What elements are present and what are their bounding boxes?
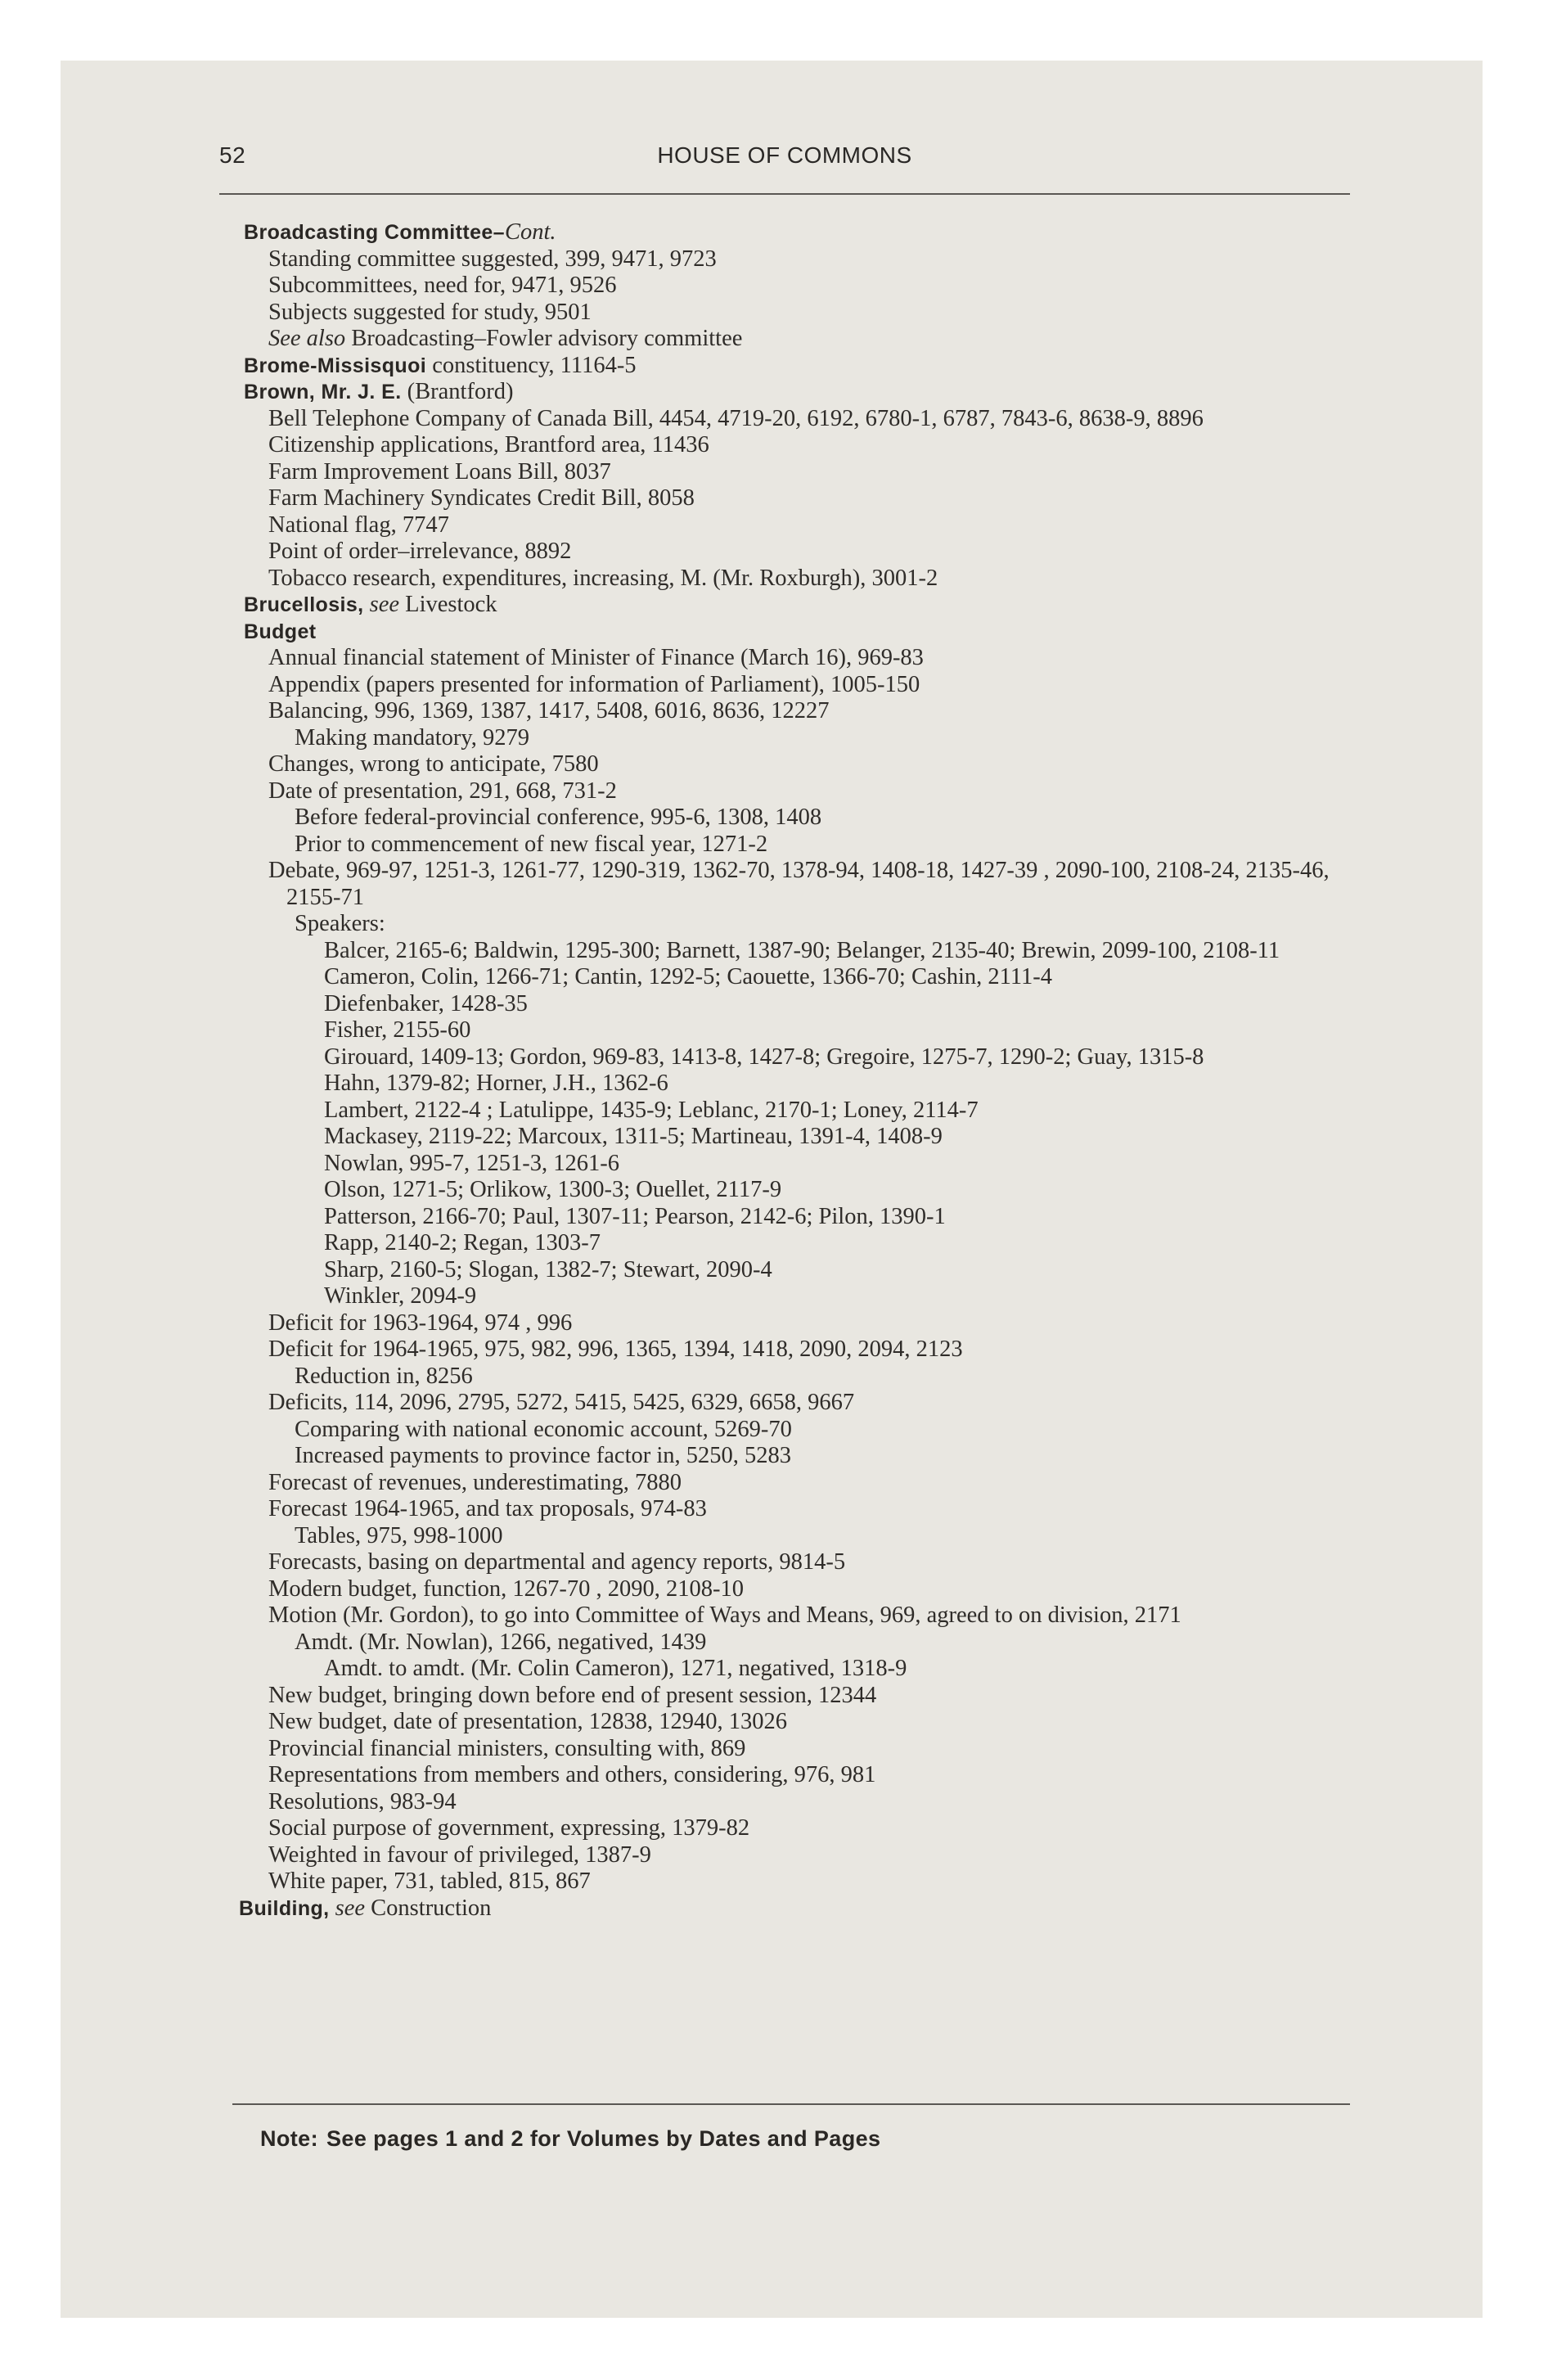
index-subentry: Tables, 975, 998-1000: [295, 1522, 503, 1548]
speaker-entry: Olson, 1271-5; Orlikow, 1300-3; Ouellet, 2117-9: [324, 1177, 782, 1202]
index-subentry: Farm Machinery Syndicates Credit Bill, 8058: [268, 485, 695, 511]
index-subentry: Citizenship applications, Brantford area, 11436: [268, 432, 709, 458]
see-label: see: [335, 1895, 366, 1921]
index-subentry: Deficits, 114, 2096, 2795, 5272, 5415, 5425, 6329, 6658, 9667: [268, 1390, 855, 1415]
index-subentry: Making mandatory, 9279: [295, 724, 530, 751]
speaker-entry: Nowlan, 995-7, 1251-3, 1261-6: [324, 1150, 619, 1176]
speaker-entry: Patterson, 2166-70; Paul, 1307-11; Pearson, 2142-6; Pilon, 1390-1: [324, 1203, 946, 1229]
speaker-entry: Amdt. to amdt. (Mr. Colin Cameron), 1271, negatived, 1318-9: [324, 1656, 907, 1681]
heading-text: Brown, Mr. J. E.: [244, 381, 402, 403]
index-subentry: Forecast of revenues, underestimating, 7880: [268, 1469, 682, 1495]
index-subentry: Subjects suggested for study, 9501: [268, 299, 592, 325]
heading-detail: (Brantford): [401, 379, 514, 404]
heading-text: Brome-Missisquoi: [244, 354, 427, 377]
index-heading-building: [239, 1895, 1373, 1922]
speaker-entry: Fisher, 2155-60: [324, 1017, 471, 1043]
heading-text: Brucellosis,: [244, 593, 364, 616]
see-also-reference: [244, 326, 1373, 353]
index-subentry: Modern budget, function, 1267-70 , 2090, 2108-10: [268, 1575, 745, 1602]
index-subentry: Annual financial statement of Minister of Finance (March 16), 969-83: [268, 645, 924, 670]
speaker-entry: Rapp, 2140-2; Regan, 1303-7: [324, 1230, 601, 1255]
see-target: Construction: [365, 1895, 492, 1921]
index-subentry: Comparing with national economic account, 5269-70: [295, 1416, 792, 1442]
index-subentry: New budget, bringing down before end of present session, 12344: [268, 1682, 877, 1708]
budget-subentries: [244, 645, 1373, 1895]
footer-note-label: Note:: [260, 2126, 318, 2151]
index-subentry: Deficit for 1963-1964, 974 , 996: [268, 1309, 573, 1336]
index-heading-brucellosis: [244, 592, 1373, 619]
index-subentry: Subcommittees, need for, 9471, 9526: [268, 273, 617, 298]
cont-label: Cont.: [505, 219, 556, 245]
see-also-text: Broadcasting–Fowler advisory committee: [345, 326, 743, 351]
running-title: HOUSE OF COMMONS: [657, 142, 912, 168]
speaker-entry: Sharp, 2160-5; Slogan, 1382-7; Stewart, 2090-4: [324, 1256, 772, 1282]
index-subentry: Increased payments to province factor in, 5250, 5283: [295, 1443, 792, 1468]
index-subentry: Bell Telephone Company of Canada Bill, 4454, 4719-20, 6192, 6780-1, 6787, 7843-6, 8638-9, 8896: [268, 405, 1204, 431]
index-subentry: Tobacco research, expenditures, increasing, M. (Mr. Roxburgh), 3001-2: [268, 565, 938, 591]
heading-text: Budget: [244, 620, 317, 643]
speaker-entry: Girouard, 1409-13; Gordon, 969-83, 1413-8, 1427-8; Gregoire, 1275-7, 1290-2; Guay, 1315-8: [324, 1044, 1204, 1070]
speaker-entry: Hahn, 1379-82; Horner, J.H., 1362-6: [324, 1071, 668, 1096]
index-subentry: Resolutions, 983-94: [268, 1788, 457, 1814]
speaker-entry: Mackasey, 2119-22; Marcoux, 1311-5; Martineau, 1391-4, 1408-9: [324, 1124, 943, 1149]
speaker-entry: Winkler, 2094-9: [324, 1283, 477, 1309]
index-heading-budget: [244, 619, 1373, 646]
index-subentry: Standing committee suggested, 399, 9471, 9723: [268, 246, 717, 272]
page-number: 52: [219, 142, 246, 168]
index-subentry: Forecasts, basing on departmental and agency reports, 9814-5: [268, 1549, 846, 1575]
index-subentry: Amdt. (Mr. Nowlan), 1266, negatived, 1439: [295, 1629, 707, 1655]
header-rule: [219, 193, 1350, 195]
speaker-entry: Cameron, Colin, 1266-71; Cantin, 1292-5; Caouette, 1366-70; Cashin, 2111-4: [324, 964, 1052, 989]
heading-text: Building,: [239, 1896, 330, 1920]
footer-note: [260, 2126, 889, 2152]
speaker-entry: Diefenbaker, 1428-35: [324, 990, 528, 1016]
index-subentry: Debate, 969-97, 1251-3, 1261-77, 1290-319, 1362-70, 1378-94, 1408-18, 1427-39 , 2090-100, 2108-24, 2135-46, 2155-71: [268, 858, 1330, 910]
speaker-entry: Lambert, 2122-4 ; Latulippe, 1435-9; Leblanc, 2170-1; Loney, 2114-7: [324, 1097, 979, 1123]
index-subentry: Date of presentation, 291, 668, 731-2: [268, 778, 617, 804]
footer-rule: [232, 2103, 1350, 2105]
index-subentry: Forecast 1964-1965, and tax proposals, 974-83: [268, 1496, 707, 1521]
index-subentry: New budget, date of presentation, 12838, 12940, 13026: [268, 1709, 787, 1734]
index-heading-brown: [244, 379, 1373, 406]
index-subentry: Changes, wrong to anticipate, 7580: [268, 751, 599, 777]
footer-note-text: See pages 1 and 2 for Volumes by Dates and Pages: [326, 2126, 881, 2151]
index-subentry: Farm Improvement Loans Bill, 8037: [268, 458, 611, 485]
index-subentry: National flag, 7747: [268, 512, 449, 538]
speaker-entry: Balcer, 2165-6; Baldwin, 1295-300; Barnett, 1387-90; Belanger, 2135-40; Brewin, 2099-100, 2108-11: [324, 937, 1280, 963]
index-subentry: Social purpose of government, expressing, 1379-82: [268, 1815, 750, 1841]
heading-detail: constituency, 11164-5: [426, 352, 637, 378]
see-also-label: See also: [268, 326, 346, 351]
index-subentry: Appendix (papers presented for information of Parliament), 1005-150: [268, 671, 920, 697]
index-subentry: Deficit for 1964-1965, 975, 982, 996, 1365, 1394, 1418, 2090, 2094, 2123: [268, 1336, 963, 1362]
index-subentry: Weighted in favour of privileged, 1387-9: [268, 1841, 651, 1868]
see-label: see: [369, 592, 400, 617]
index-subentry: White paper, 731, tabled, 815, 867: [268, 1868, 591, 1894]
index-subentry: Prior to commencement of new fiscal year, 1271-2: [295, 831, 768, 857]
index-entries: [239, 219, 1373, 1922]
index-subentry: Speakers:: [295, 911, 385, 936]
index-heading-broadcasting: [244, 219, 1373, 246]
index-subentry: Provincial financial ministers, consulting with, 869: [268, 1735, 746, 1761]
index-heading-brome: [244, 353, 1373, 380]
index-subentry: Motion (Mr. Gordon), to go into Committee of Ways and Means, 969, agreed to on division, 2171: [268, 1602, 1181, 1628]
heading-text: Broadcasting Committee–: [244, 221, 505, 244]
index-subentry: Point of order–irrelevance, 8892: [268, 539, 572, 564]
index-subentry: Balancing, 996, 1369, 1387, 1417, 5408, 6016, 8636, 12227: [268, 698, 830, 723]
index-subentry: Representations from members and others, considering, 976, 981: [268, 1762, 876, 1787]
see-target: Livestock: [399, 592, 497, 617]
page-header: [219, 137, 1350, 178]
index-subentry: Reduction in, 8256: [295, 1363, 473, 1389]
index-subentry: Before federal-provincial conference, 995-6, 1308, 1408: [295, 805, 822, 830]
